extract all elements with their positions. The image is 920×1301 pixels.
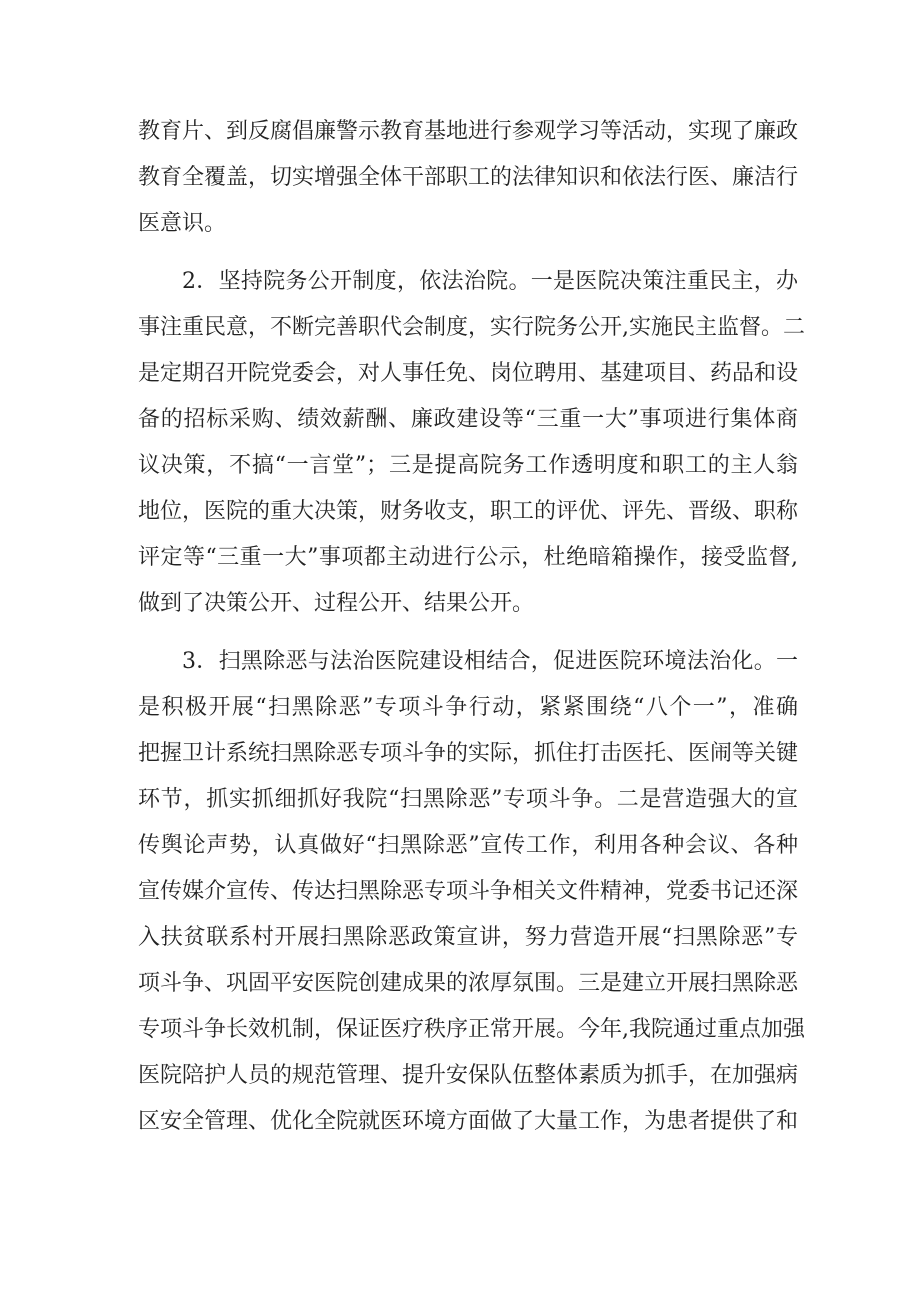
text-line-14: 把握卫计系统扫黑除恶专项斗争的实际，抓住打击医托、医闹等关键: [138, 741, 799, 766]
text-line-21: 医院陪护人员的规范管理、提升安保队伍整体素质为抓手，在加强病: [138, 1063, 799, 1088]
text-line-18: 入扶贫联系村开展扫黑除恶政策宣讲，努力营造开展“扫黑除恶”专: [138, 925, 798, 950]
text-line-13: 是积极开展“扫黑除恶”专项斗争行动，紧紧围绕“八个一”，准确: [138, 695, 798, 720]
text-line-6: 是定期召开院党委会，对人事任免、岗位聘用、基建项目、药品和设: [138, 361, 799, 386]
text-line-20: 专项斗争长效机制，保证医疗秩序正常开展。今年,我院通过重点加强: [138, 1017, 805, 1042]
text-line-22: 区安全管理、优化全院就医环境方面做了大量工作，为患者提供了和: [138, 1109, 799, 1134]
text-line-7: 备的招标采购、绩效薪酬、廉政建设等“三重一大”事项进行集体商: [138, 407, 798, 432]
text-line-1: 教育片、到反腐倡廉警示教育基地进行参观学习等活动，实现了廉政: [138, 119, 799, 144]
text-line-12: 3．扫黑除恶与法治医院建设相结合，促进医院环境法治化。一: [182, 649, 798, 674]
text-line-17: 宣传媒介宣传、传达扫黑除恶专项斗争相关文件精神，党委书记还深: [138, 879, 799, 904]
text-line-10: 评定等“三重一大”事项都主动进行公示，杜绝暗箱操作，接受监督,: [138, 545, 798, 570]
text-line-5: 事注重民意，不断完善职代会制度，实行院务公开,实施民主监督。二: [138, 315, 805, 340]
text-line-3: 医意识。: [138, 211, 227, 236]
text-line-4: 2．坚持院务公开制度，依法治院。一是医院决策注重民主，办: [182, 269, 798, 294]
text-line-19: 项斗争、巩固平安医院创建成果的浓厚氛围。三是建立开展扫黑除恶: [138, 971, 799, 996]
text-line-8: 议决策，不搞“一言堂”；三是提高院务工作透明度和职工的主人翁: [138, 453, 798, 478]
text-line-9: 地位，医院的重大决策，财务收支，职工的评优、评先、晋级、职称: [138, 499, 799, 524]
text-line-16: 传舆论声势，认真做好“扫黑除恶”宣传工作，利用各种会议、各种: [138, 833, 798, 858]
text-line-15: 环节，抓实抓细抓好我院“扫黑除恶”专项斗争。二是营造强大的宣: [138, 787, 798, 812]
text-line-2: 教育全覆盖，切实增强全体干部职工的法律知识和依法行医、廉洁行: [138, 165, 799, 190]
text-line-11: 做到了决策公开、过程公开、结果公开。: [138, 591, 535, 616]
